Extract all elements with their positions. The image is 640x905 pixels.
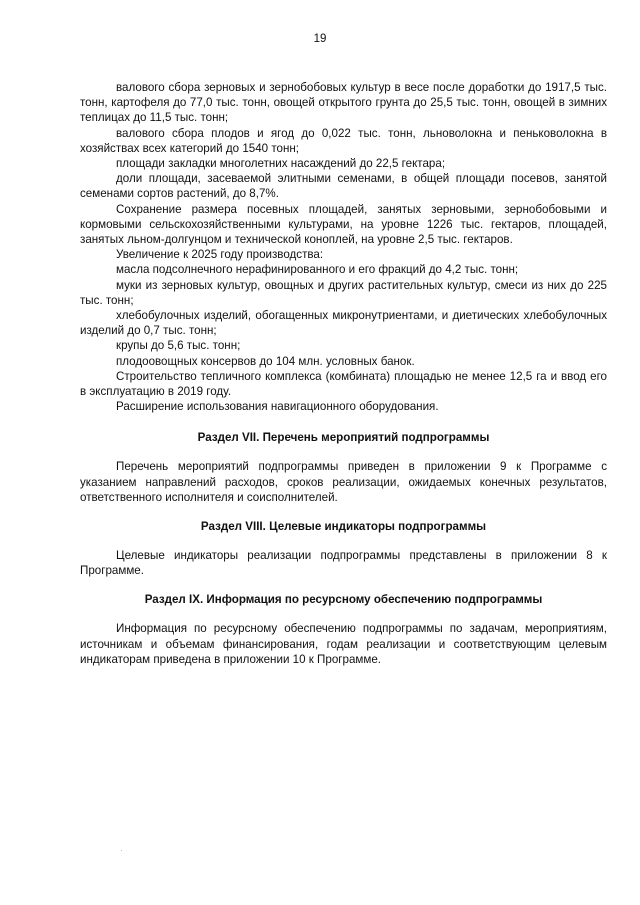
section-9-text: Информация по ресурсному обеспечению подпрограммы по задачам, мероприятиям, источникам и объемам финансирования, годам реализации и соответствующим целевым индикаторам приведена в приложении 10 к Программе. bbox=[80, 622, 607, 666]
section-7-text: Перечень мероприятий подпрограммы приведен в приложении 9 к Программе с указанием направлений расходов, сроков реализации, ожидаемых конечных результатов, ответственного исполнителя и соисполнителей. bbox=[80, 460, 607, 504]
paragraph: муки из зерновых культур, овощных и других растительных культур, смеси из них до 225 тыс. тонн; bbox=[80, 278, 607, 307]
document-body bbox=[80, 80, 607, 667]
section-9-heading: Раздел IX. Информация по ресурсному обеспечению подпрограммы bbox=[144, 593, 543, 607]
section-8-text: Целевые индикаторы реализации подпрограммы представлены в приложении 8 к Программе. bbox=[80, 549, 607, 578]
paragraph: плодоовощных консервов до 104 млн. условных банок. bbox=[116, 354, 415, 368]
section-7-heading: Раздел VII. Перечень мероприятий подпрограммы bbox=[197, 431, 490, 445]
paragraph: Строительство тепличного комплекса (комбината) площадью не менее 12,5 га и ввод его в эксплуатацию в 2019 году. bbox=[80, 369, 607, 399]
paragraph: Увеличение к 2025 году производства: bbox=[116, 248, 324, 262]
paragraph: валового сбора плодов и ягод до 0,022 тыс. тонн, льноволокна и пеньковолокна в хозяйствах всех категорий до 1540 тонн; bbox=[80, 126, 607, 155]
scan-speck bbox=[121, 850, 122, 851]
paragraph: доли площади, засеваемой элитными семенами, в общей площади посевов, занятой семенами сортов растений, до 8,7%. bbox=[80, 172, 607, 201]
paragraph: валового сбора зерновых и зернобобовых культур в весе после доработки до 1917,5 тыс. тонн, картофеля до 77,0 тыс. тонн, овощей открытого грунта до 25,5 тыс. тонн, овощей в зимних теплицах до 11,5 тыс. тонн; bbox=[80, 81, 607, 125]
paragraph: хлебобулочных изделий, обогащенных микронутриентами, и диетических хлебобулочных изделий до 0,7 тыс. тонн; bbox=[80, 309, 607, 338]
paragraph: Расширение использования навигационного оборудования. bbox=[116, 400, 439, 414]
paragraph: масла подсолнечного нерафинированного и его фракций до 4,2 тыс. тонн; bbox=[116, 263, 519, 277]
section-8-heading: Раздел VIII. Целевые индикаторы подпрограммы bbox=[200, 520, 487, 534]
paragraph: крупы до 5,6 тыс. тонн; bbox=[116, 339, 241, 353]
page-number: 19 bbox=[313, 33, 327, 45]
paragraph: Сохранение размера посевных площадей, занятых зерновыми, зернобобовыми и кормовыми сельскохозяйственными культурами, на уровне 1226 тыс. гектаров, площадей, занятых льном-долгунцом и технической коноплей, на уровне 2,5 тыс. гектаров. bbox=[80, 202, 607, 247]
paragraph: площади закладки многолетних насаждений до 22,5 гектара; bbox=[116, 157, 446, 171]
